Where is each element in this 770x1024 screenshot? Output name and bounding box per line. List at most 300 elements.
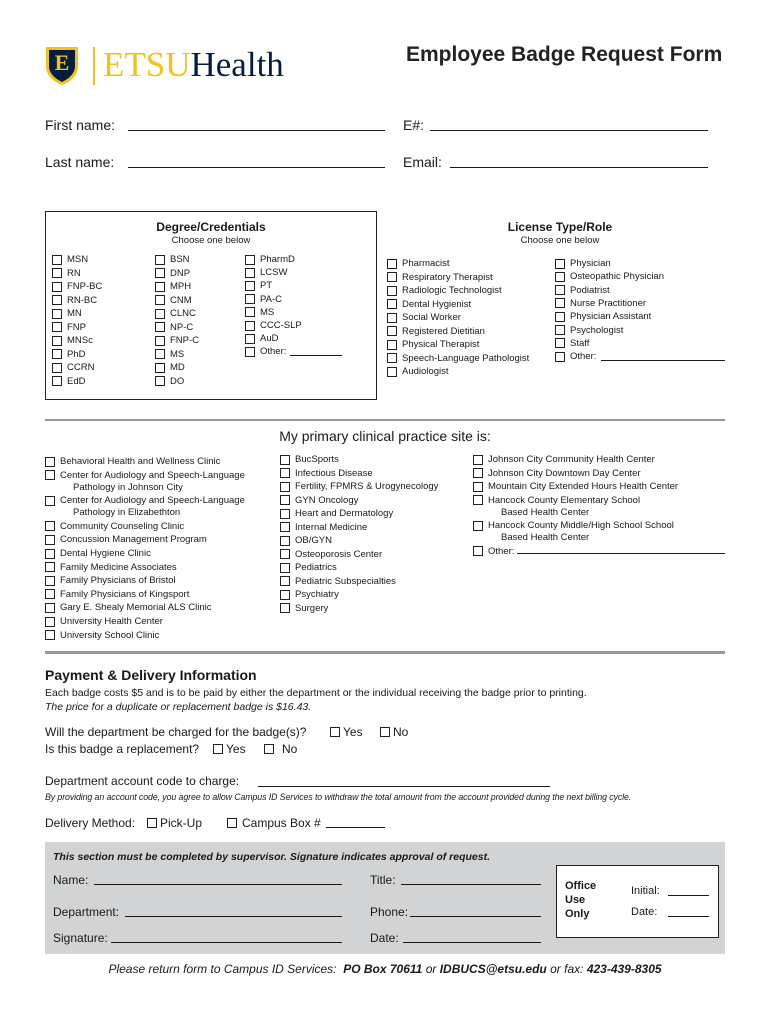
page-title: Employee Badge Request Form xyxy=(406,43,723,66)
license-option-osteopathic-physician[interactable] xyxy=(555,271,664,282)
license-checkbox[interactable] xyxy=(555,259,565,269)
license-option-physical-therapist[interactable] xyxy=(387,339,479,350)
footer xyxy=(0,962,770,976)
license-option-psychologist[interactable] xyxy=(555,325,623,336)
practice-option-university-school-clinic[interactable] xyxy=(45,630,159,641)
practice-option-infectious-disease[interactable] xyxy=(280,468,373,479)
license-option-label: Staff xyxy=(570,337,590,349)
degree-option-fnp-bc[interactable] xyxy=(52,281,102,292)
pickup-option[interactable] xyxy=(147,816,202,830)
license-checkbox[interactable] xyxy=(555,285,565,295)
practice-option-label: Hancock County Middle/High School School xyxy=(488,520,674,531)
license-option-label: Physician Assistant xyxy=(570,311,652,323)
office-date-label: Date: xyxy=(631,906,658,918)
practice-checkbox[interactable] xyxy=(45,603,55,613)
practice-option-gary-e-shealy-memorial-als-clinic[interactable] xyxy=(45,602,212,613)
practice-option-label: Infectious Disease xyxy=(295,467,373,479)
practice-option-label: Center for Audiology and Speech-Language xyxy=(60,469,245,481)
degree-checkbox[interactable] xyxy=(245,281,255,291)
license-option-staff[interactable] xyxy=(555,338,589,349)
charged-no-checkbox[interactable] xyxy=(380,727,390,737)
practice-option-label: Fertility, FPMRS & Urogynecology xyxy=(295,481,439,492)
degree-option-rn-bc[interactable] xyxy=(52,295,97,306)
license-checkbox[interactable] xyxy=(387,272,397,282)
degree-option-label: DNP xyxy=(170,267,191,279)
practice-checkbox[interactable] xyxy=(280,590,290,600)
practice-checkbox[interactable] xyxy=(45,589,55,599)
degree-option-md[interactable] xyxy=(155,362,185,373)
office-use-line-2: Use xyxy=(565,894,586,906)
license-checkbox[interactable] xyxy=(387,299,397,309)
sup-title-label: Title: xyxy=(370,873,396,887)
degree-option-ms[interactable] xyxy=(245,307,274,318)
practice-option-label: GYN Oncology xyxy=(295,494,359,506)
practice-option-label: Surgery xyxy=(295,602,329,614)
practice-option-sublabel: Pathology in Johnson City xyxy=(73,481,183,493)
degree-other-field[interactable] xyxy=(290,355,342,356)
practice-checkbox[interactable] xyxy=(280,482,290,492)
replacement-yes-option[interactable] xyxy=(213,742,246,756)
practice-option-gyn-oncology[interactable] xyxy=(280,495,358,506)
practice-other-field[interactable] xyxy=(517,553,725,554)
practice-checkbox[interactable] xyxy=(473,468,483,478)
practice-option-bucsports[interactable] xyxy=(280,454,339,465)
campus-box-checkbox[interactable] xyxy=(227,818,237,828)
practice-checkbox[interactable] xyxy=(45,617,55,627)
office-initial-label: Initial: xyxy=(631,885,660,897)
license-option-label: Pharmacist xyxy=(402,258,450,269)
license-checkbox[interactable] xyxy=(555,272,565,282)
practice-option-heart-and-dermatology[interactable] xyxy=(280,508,393,519)
degree-option-label: MPH xyxy=(170,281,192,292)
practice-option-family-medicine-associates[interactable] xyxy=(45,562,177,573)
logo-letter: E xyxy=(54,50,70,75)
license-checkbox[interactable] xyxy=(387,340,397,350)
practice-checkbox[interactable] xyxy=(473,495,483,505)
office-date-field[interactable] xyxy=(668,916,709,917)
practice-option-concussion-management-program[interactable] xyxy=(45,534,207,545)
degree-option-pt[interactable] xyxy=(245,280,272,291)
degree-option-pa-c[interactable] xyxy=(245,294,282,305)
degree-checkbox[interactable] xyxy=(52,336,62,346)
degree-checkbox[interactable] xyxy=(245,294,255,304)
license-other-field[interactable] xyxy=(601,360,725,361)
degree-option-label: FNP-BC xyxy=(67,281,103,292)
license-checkbox[interactable] xyxy=(387,259,397,269)
logo-etsu: ETSU xyxy=(103,45,191,84)
sup-phone-label: Phone: xyxy=(370,905,409,919)
practice-checkbox[interactable] xyxy=(280,495,290,505)
license-checkbox[interactable] xyxy=(387,353,397,363)
practice-checkbox[interactable] xyxy=(45,576,55,586)
replacement-question: Is this badge a replacement? xyxy=(45,742,200,756)
sup-title-field[interactable] xyxy=(401,884,541,885)
license-option-physician[interactable] xyxy=(555,258,611,269)
license-checkbox[interactable] xyxy=(555,312,565,322)
practice-option-label: Johnson City Community Health Center xyxy=(488,454,655,465)
degree-option-label: CCC-SLP xyxy=(260,320,302,331)
practice-option-label: BucSports xyxy=(295,454,339,465)
degree-checkbox[interactable] xyxy=(245,268,255,278)
degree-option-clnc[interactable] xyxy=(155,308,196,319)
payment-cost-text: Each badge costs $5 and is to be paid by either the department or the individual receiving the badge prior to printing. xyxy=(45,687,587,699)
practice-option-hancock-county-elementary-school[interactable] xyxy=(473,495,640,506)
charged-yes-checkbox[interactable] xyxy=(330,727,340,737)
last-name-field[interactable] xyxy=(128,167,385,168)
degree-option-label: MS xyxy=(260,306,275,318)
degree-option-label: AuD xyxy=(260,333,279,345)
degree-checkbox[interactable] xyxy=(52,363,62,373)
license-option-audiologist[interactable] xyxy=(387,366,448,377)
practice-checkbox[interactable] xyxy=(45,630,55,640)
practice-option-sublabel: Based Health Center xyxy=(501,532,590,543)
license-option-label: Psychologist xyxy=(570,324,624,336)
practice-checkbox[interactable] xyxy=(473,546,483,556)
degree-option-label: MD xyxy=(170,362,185,373)
campus-box-label: Campus Box # xyxy=(242,816,321,830)
degree-checkbox[interactable] xyxy=(245,347,255,357)
license-option-radiologic-technologist[interactable] xyxy=(387,285,502,296)
degree-checkbox[interactable] xyxy=(52,295,62,305)
degree-checkbox[interactable] xyxy=(52,322,62,332)
degree-option-mph[interactable] xyxy=(155,281,191,292)
license-option-label: Other: xyxy=(570,351,597,363)
footer-fax: 423-439-8305 xyxy=(586,962,662,976)
license-option-label: Nurse Practitioner xyxy=(570,297,647,309)
replacement-no-option[interactable] xyxy=(264,742,297,756)
license-option-social-worker[interactable] xyxy=(387,312,461,323)
degree-checkbox[interactable] xyxy=(155,282,165,292)
delivery-method-label: Delivery Method: xyxy=(45,816,136,830)
degree-checkbox[interactable] xyxy=(155,322,165,332)
degree-checkbox[interactable] xyxy=(155,268,165,278)
sup-name-label: Name: xyxy=(53,873,89,887)
practice-option-label: Johnson City Downtown Day Center xyxy=(488,467,641,479)
e-number-label: E#: xyxy=(403,117,425,133)
degree-option-label: CLNC xyxy=(170,308,196,319)
practice-option-label: Internal Medicine xyxy=(295,521,368,533)
footer-or: or xyxy=(425,962,437,976)
practice-option-psychiatry[interactable] xyxy=(280,589,339,600)
practice-checkbox[interactable] xyxy=(280,549,290,559)
degree-option-label: MN xyxy=(67,308,82,319)
practice-option-sublabel: Pathology in Elizabethton xyxy=(73,507,181,519)
license-checkbox[interactable] xyxy=(555,325,565,335)
charged-yes-option[interactable] xyxy=(330,725,363,739)
degree-option-np-c[interactable] xyxy=(155,322,193,333)
replacement-no-checkbox[interactable] xyxy=(264,744,274,754)
email-field[interactable] xyxy=(450,167,708,168)
degree-option-label: CNM xyxy=(170,294,192,306)
practice-title: My primary clinical practice site is: xyxy=(279,428,491,444)
payment-title: Payment & Delivery Information xyxy=(45,667,257,683)
degree-option-do[interactable] xyxy=(155,376,184,387)
license-option-respiratory-therapist[interactable] xyxy=(387,272,493,283)
practice-option-label: Pediatrics xyxy=(295,562,337,573)
degree-option-label: CCRN xyxy=(67,362,95,373)
degree-option-ccrn[interactable] xyxy=(52,362,94,373)
degree-option-label: NP-C xyxy=(170,321,194,333)
license-option-speech-language-pathologist[interactable] xyxy=(387,353,529,364)
replacement-no-label: No xyxy=(282,742,298,756)
office-use-label xyxy=(565,879,596,921)
license-option-label: Social Worker xyxy=(402,312,461,323)
degree-checkbox[interactable] xyxy=(52,268,62,278)
sup-date-field[interactable] xyxy=(403,942,541,943)
sup-name-field[interactable] xyxy=(94,884,342,885)
license-title: License Type/Role xyxy=(507,220,613,234)
practice-option-dental-hygiene-clinic[interactable] xyxy=(45,548,151,559)
sup-signature-field[interactable] xyxy=(111,942,342,943)
practice-option-label: Community Counseling Clinic xyxy=(60,520,185,532)
practice-option-label: Psychiatry xyxy=(295,589,339,600)
degree-checkbox[interactable] xyxy=(245,307,255,317)
footer-or-fax: or fax: xyxy=(550,962,584,976)
license-option-label: Registered Dietitian xyxy=(402,325,485,337)
license-checkbox[interactable] xyxy=(555,352,565,362)
practice-checkbox[interactable] xyxy=(45,521,55,531)
practice-option-label: Center for Audiology and Speech-Language xyxy=(60,495,245,507)
practice-option-community-counseling-clinic[interactable] xyxy=(45,521,184,532)
practice-checkbox[interactable] xyxy=(45,457,55,467)
license-option-label: Podiatrist xyxy=(570,284,610,296)
account-disclaimer: By providing an account code, you agree to allow Campus ID Services to withdraw the total amount from the account provided during the next billing cycle. xyxy=(45,792,632,802)
license-checkbox[interactable] xyxy=(387,367,397,377)
degree-subtitle: Choose one below xyxy=(171,235,251,246)
practice-checkbox[interactable] xyxy=(280,576,290,586)
supervisor-notice: This section must be completed by supervisor. Signature indicates approval of request. xyxy=(53,851,491,863)
practice-option-behavioral-health-and-wellness-clinic[interactable] xyxy=(45,456,220,467)
practice-option-center-for-audiology-and-speech-language[interactable] xyxy=(45,470,245,481)
sup-date-label: Date: xyxy=(370,931,399,945)
practice-checkbox[interactable] xyxy=(280,468,290,478)
degree-option-label: PA-C xyxy=(260,293,282,305)
charged-no-label: No xyxy=(393,725,409,739)
logo-divider xyxy=(93,47,95,85)
practice-option-osteoporosis-center[interactable] xyxy=(280,549,382,560)
degree-option-phd[interactable] xyxy=(52,349,85,360)
practice-option-label: Mountain City Extended Hours Health Center xyxy=(488,481,679,492)
practice-option-center-for-audiology-and-speech-language[interactable] xyxy=(45,495,245,506)
degree-option-rn[interactable] xyxy=(52,268,81,279)
license-checkbox[interactable] xyxy=(387,286,397,296)
practice-option-pediatrics[interactable] xyxy=(280,562,337,573)
account-code-label: Department account code to charge: xyxy=(45,774,240,788)
degree-option-label: RN xyxy=(67,267,81,279)
campus-box-field[interactable] xyxy=(326,827,385,828)
last-name-label: Last name: xyxy=(45,154,115,170)
practice-option-label: Dental Hygiene Clinic xyxy=(60,548,151,559)
practice-option-sublabel: Based Health Center xyxy=(501,506,590,518)
degree-option-label: BSN xyxy=(170,254,190,265)
degree-option-aud[interactable] xyxy=(245,333,278,344)
practice-checkbox[interactable] xyxy=(45,562,55,572)
charged-yes-label: Yes xyxy=(343,725,363,739)
license-option-label: Osteopathic Physician xyxy=(570,271,664,283)
practice-option-label: Family Medicine Associates xyxy=(60,561,177,573)
degree-option-ms[interactable] xyxy=(155,349,184,360)
practice-option-label: Other: xyxy=(488,545,515,557)
practice-option-label: OB/GYN xyxy=(295,535,332,546)
degree-option-mnsc[interactable] xyxy=(52,335,93,346)
practice-checkbox[interactable] xyxy=(45,549,55,559)
office-initial-field[interactable] xyxy=(668,895,709,896)
license-checkbox[interactable] xyxy=(555,338,565,348)
practice-option-johnson-city-community-health-center[interactable] xyxy=(473,454,655,465)
license-option-label: Dental Hygienist xyxy=(402,298,472,310)
degree-option-fnp[interactable] xyxy=(52,322,86,333)
e-number-field[interactable] xyxy=(430,130,708,131)
degree-option-pharmd[interactable] xyxy=(245,254,295,265)
license-option-label: Physical Therapist xyxy=(402,339,480,350)
degree-option-label: FNP xyxy=(67,321,86,333)
charged-question: Will the department be charged for the badge(s)? xyxy=(45,725,307,739)
charged-no-option[interactable] xyxy=(380,725,408,739)
license-option-physician-assistant[interactable] xyxy=(555,311,651,322)
degree-option-fnp-c[interactable] xyxy=(155,335,199,346)
degree-checkbox[interactable] xyxy=(52,282,62,292)
degree-option-other[interactable] xyxy=(245,346,286,357)
degree-option-msn[interactable] xyxy=(52,254,88,265)
degree-option-lcsw[interactable] xyxy=(245,267,287,278)
office-use-line-1: Office xyxy=(565,880,597,892)
degree-checkbox[interactable] xyxy=(245,255,255,265)
degree-option-label: FNP-C xyxy=(170,335,200,346)
license-option-registered-dietitian[interactable] xyxy=(387,326,485,337)
license-option-label: Speech-Language Pathologist xyxy=(402,352,530,364)
practice-option-fertility-fpmrs-urogynecology[interactable] xyxy=(280,481,438,492)
practice-option-label: Heart and Dermatology xyxy=(295,508,394,519)
practice-option-hancock-county-middle-high-school-school[interactable] xyxy=(473,520,674,531)
office-use-line-3: Only xyxy=(565,908,590,920)
degree-checkbox[interactable] xyxy=(245,321,255,331)
license-option-label: Radiologic Technologist xyxy=(402,285,502,296)
license-option-label: Respiratory Therapist xyxy=(402,271,493,283)
logo-health: Health xyxy=(190,45,284,84)
first-name-field[interactable] xyxy=(128,130,385,131)
footer-po-box: PO Box 70611 xyxy=(343,962,423,976)
practice-checkbox[interactable] xyxy=(280,536,290,546)
degree-checkbox[interactable] xyxy=(155,255,165,265)
practice-option-label: University Health Center xyxy=(60,616,163,627)
practice-checkbox[interactable] xyxy=(473,521,483,531)
license-checkbox[interactable] xyxy=(387,326,397,336)
practice-option-label: Hancock County Elementary School xyxy=(488,494,641,506)
degree-option-bsn[interactable] xyxy=(155,254,190,265)
practice-option-university-health-center[interactable] xyxy=(45,616,163,627)
degree-checkbox[interactable] xyxy=(155,295,165,305)
replacement-yes-label: Yes xyxy=(226,742,246,756)
degree-option-label: MSN xyxy=(67,254,89,265)
practice-checkbox[interactable] xyxy=(45,496,55,506)
practice-checkbox[interactable] xyxy=(473,482,483,492)
logo-wordmark xyxy=(103,45,284,85)
license-checkbox[interactable] xyxy=(387,313,397,323)
degree-checkbox[interactable] xyxy=(52,349,62,359)
license-option-label: Audiologist xyxy=(402,366,449,377)
practice-option-label: Osteoporosis Center xyxy=(295,548,383,560)
degree-checkbox[interactable] xyxy=(52,255,62,265)
practice-option-johnson-city-downtown-day-center[interactable] xyxy=(473,468,641,479)
degree-option-cnm[interactable] xyxy=(155,295,192,306)
practice-option-label: Family Physicians of Kingsport xyxy=(60,588,190,600)
payment-replacement-price: The price for a duplicate or replacement badge is $16.43. xyxy=(45,701,312,713)
practice-option-family-physicians-of-kingsport[interactable] xyxy=(45,589,189,600)
degree-option-label: DO xyxy=(170,375,185,387)
replacement-yes-checkbox[interactable] xyxy=(213,744,223,754)
license-option-podiatrist[interactable] xyxy=(555,285,610,296)
degree-checkbox[interactable] xyxy=(155,349,165,359)
sup-department-field[interactable] xyxy=(125,916,342,917)
practice-option-internal-medicine[interactable] xyxy=(280,522,367,533)
practice-checkbox[interactable] xyxy=(280,563,290,573)
account-code-field[interactable] xyxy=(258,786,550,787)
sup-signature-label: Signature: xyxy=(53,931,108,945)
degree-checkbox[interactable] xyxy=(52,309,62,319)
degree-option-ccc-slp[interactable] xyxy=(245,320,302,331)
degree-option-label: LCSW xyxy=(260,267,288,279)
degree-option-label: Other: xyxy=(260,346,287,358)
degree-option-label: MS xyxy=(170,348,185,360)
practice-option-label: Family Physicians of Bristol xyxy=(60,575,176,587)
practice-checkbox[interactable] xyxy=(280,603,290,613)
license-checkbox[interactable] xyxy=(555,298,565,308)
practice-checkbox[interactable] xyxy=(45,535,55,545)
practice-option-mountain-city-extended-hours-health-center[interactable] xyxy=(473,481,678,492)
practice-option-label: Behavioral Health and Wellness Clinic xyxy=(60,456,221,467)
practice-checkbox[interactable] xyxy=(280,455,290,465)
degree-checkbox[interactable] xyxy=(245,334,255,344)
pickup-checkbox[interactable] xyxy=(147,818,157,828)
practice-option-label: Gary E. Shealy Memorial ALS Clinic xyxy=(60,602,212,614)
degree-checkbox[interactable] xyxy=(155,309,165,319)
degree-option-label: EdD xyxy=(67,375,86,387)
practice-option-other[interactable] xyxy=(473,546,514,557)
practice-option-label: Pediatric Subspecialties xyxy=(295,575,396,587)
practice-option-pediatric-subspecialties[interactable] xyxy=(280,576,396,587)
practice-checkbox[interactable] xyxy=(280,522,290,532)
practice-option-ob-gyn[interactable] xyxy=(280,535,332,546)
practice-option-surgery[interactable] xyxy=(280,603,328,614)
degree-checkbox[interactable] xyxy=(155,376,165,386)
license-option-dental-hygienist[interactable] xyxy=(387,299,471,310)
practice-checkbox[interactable] xyxy=(280,509,290,519)
practice-checkbox[interactable] xyxy=(45,470,55,480)
campus-box-option[interactable] xyxy=(227,816,321,830)
degree-title: Degree/Credentials xyxy=(156,220,266,234)
footer-email-link[interactable]: IDBUCS@etsu.edu xyxy=(439,962,547,976)
practice-option-family-physicians-of-bristol[interactable] xyxy=(45,575,176,586)
logo xyxy=(44,44,304,88)
pickup-label: Pick-Up xyxy=(160,816,203,830)
practice-checkbox[interactable] xyxy=(473,455,483,465)
practice-option-label: University School Clinic xyxy=(60,629,160,641)
license-option-other[interactable] xyxy=(555,351,596,362)
license-option-pharmacist[interactable] xyxy=(387,258,450,269)
license-option-nurse-practitioner[interactable] xyxy=(555,298,646,309)
section-divider xyxy=(45,419,725,421)
degree-option-edd[interactable] xyxy=(52,376,85,387)
degree-option-label: PhD xyxy=(67,348,86,360)
degree-option-mn[interactable] xyxy=(52,308,82,319)
license-option-label: Physician xyxy=(570,258,611,269)
sup-phone-field[interactable] xyxy=(410,916,541,917)
payment-divider xyxy=(45,651,725,654)
degree-checkbox[interactable] xyxy=(155,336,165,346)
degree-checkbox[interactable] xyxy=(155,363,165,373)
degree-checkbox[interactable] xyxy=(52,376,62,386)
degree-option-dnp[interactable] xyxy=(155,268,190,279)
